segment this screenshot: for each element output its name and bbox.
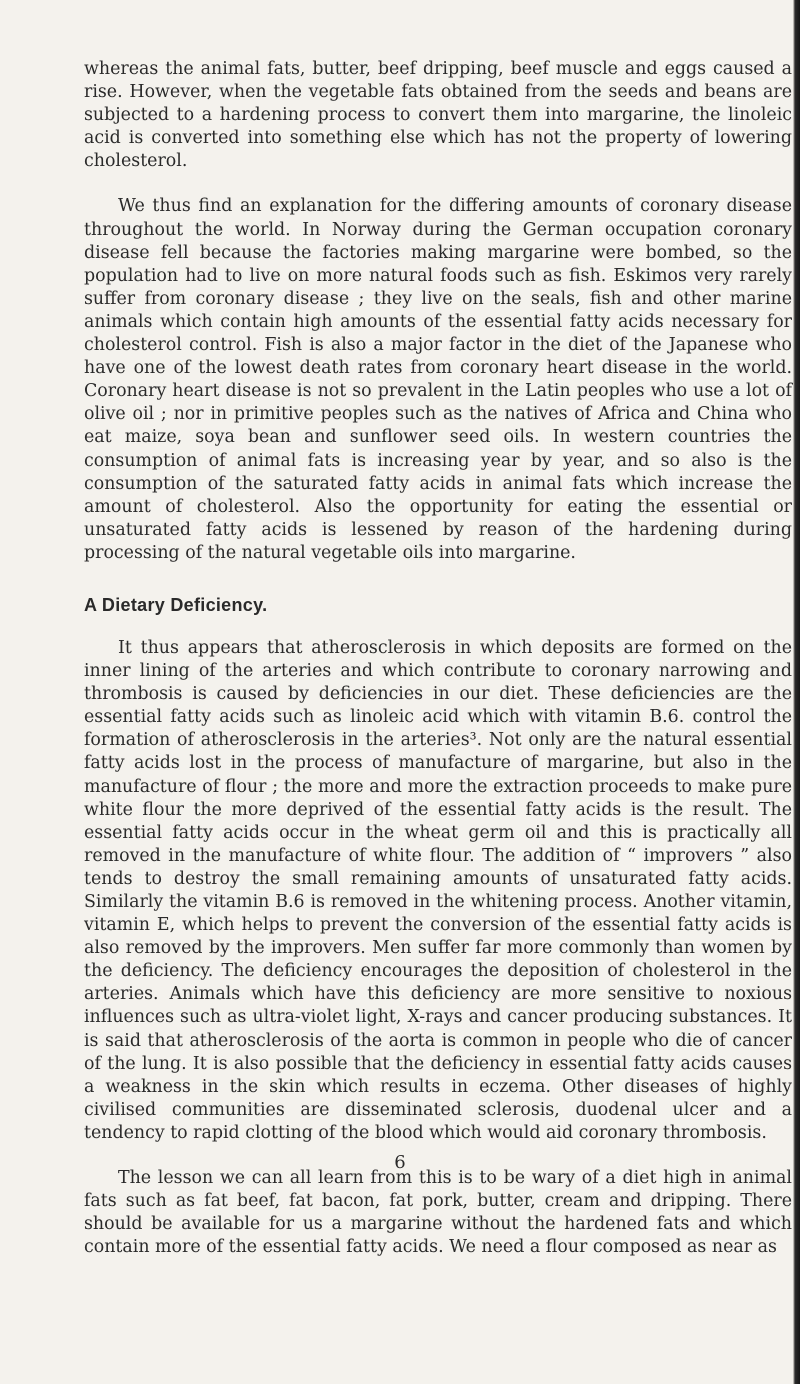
page-number: 6 xyxy=(394,1152,406,1173)
page-edge-shadow xyxy=(793,0,800,1384)
section-heading: A Dietary Deficiency. xyxy=(84,594,268,615)
paragraph-1: whereas the animal fats, butter, beef dripping, beef muscle and eggs caused a rise. However, when the vegetable fats obtained from the seeds and beans are subjected to a hardening process to convert them into margarine, the linoleic acid is converted into something else which has not the property of lowering cholesterol. xyxy=(84,59,792,172)
paragraph-3: It thus appears that atherosclerosis in which deposits are formed on the inner lining of the arteries and which contribute to coronary narrowing and thrombosis is caused by deficiencies in our diet. These deficiencies are the essential fatty acids such as linoleic acid which with vitamin B.6. control the formation of atherosclerosis in the arteries³. Not only are the natural essential fatty acids lost in the process of manufacture of margarine, but also in the manufacture of flour ; the more and more the extraction proceeds to make pure white flour the more deprived of the essential fatty acids is the result. The essential fatty acids occur in the wheat germ oil and this is practically all removed in the manufacture of white flour. The addition of “ improvers ” also tends to destroy the small remaining amounts of unsaturated fatty acids. Similarly the vitamin B.6 is removed in the whitening process. Another vitamin, vitamin E, which helps to prevent the conversion of the essential fatty acids is also removed by the improvers. Men suffer far more commonly than women by the deficiency. The deficiency encourages the deposition of cholesterol in the arteries. Animals which have this deficiency are more sensitive to noxious influences such as ultra-violet light, X-rays and cancer producing substances. It is said that atherosclerosis of the aorta is common in people who die of cancer of the lung. It is also possible that the deficiency in essential fatty acids causes a weakness in the skin which results in eczema. Other diseases of highly civilised communities are disseminated sclerosis, duodenal ulcer and a tendency to rapid clotting of the blood which would aid coronary thrombosis. xyxy=(84,637,792,1143)
document-body xyxy=(84,58,792,1259)
paragraph-2: We thus find an explanation for the differing amounts of coronary disease throughout the world. In Norway during the German occupation coronary disease fell because the factories making margarine were bombed, so the population had to live on more natural foods such as fish. Eskimos very rarely suffer from coronary disease ; they live on the seals, fish and other marine animals which contain high amounts of the essential fatty acids necessary for cholesterol control. Fish is also a major factor in the diet of the Japanese who have one of the lowest death rates from coronary heart disease in the world. Coronary heart disease is not so prevalent in the Latin peoples who use a lot of olive oil ; nor in primitive peoples such as the natives of Africa and China who eat maize, soya bean and sunflower seed oils. In western countries the consumption of animal fats is increasing year by year, and so also is the consumption of the saturated fatty acids in animal fats which increase the amount of cholesterol. Also the opportunity for eating the essential or unsaturated fatty acids is lessened by reason of the hardening during processing of the natural vegetable oils into margarine. xyxy=(84,196,792,563)
paragraph-4: The lesson we can all learn from this is to be wary of a diet high in animal fats such as fat beef, fat bacon, fat pork, butter, cream and dripping. There should be available for us a margarine without the hardened fats and which contain more of the essential fatty acids. We need a flour composed as near as xyxy=(84,1168,792,1258)
